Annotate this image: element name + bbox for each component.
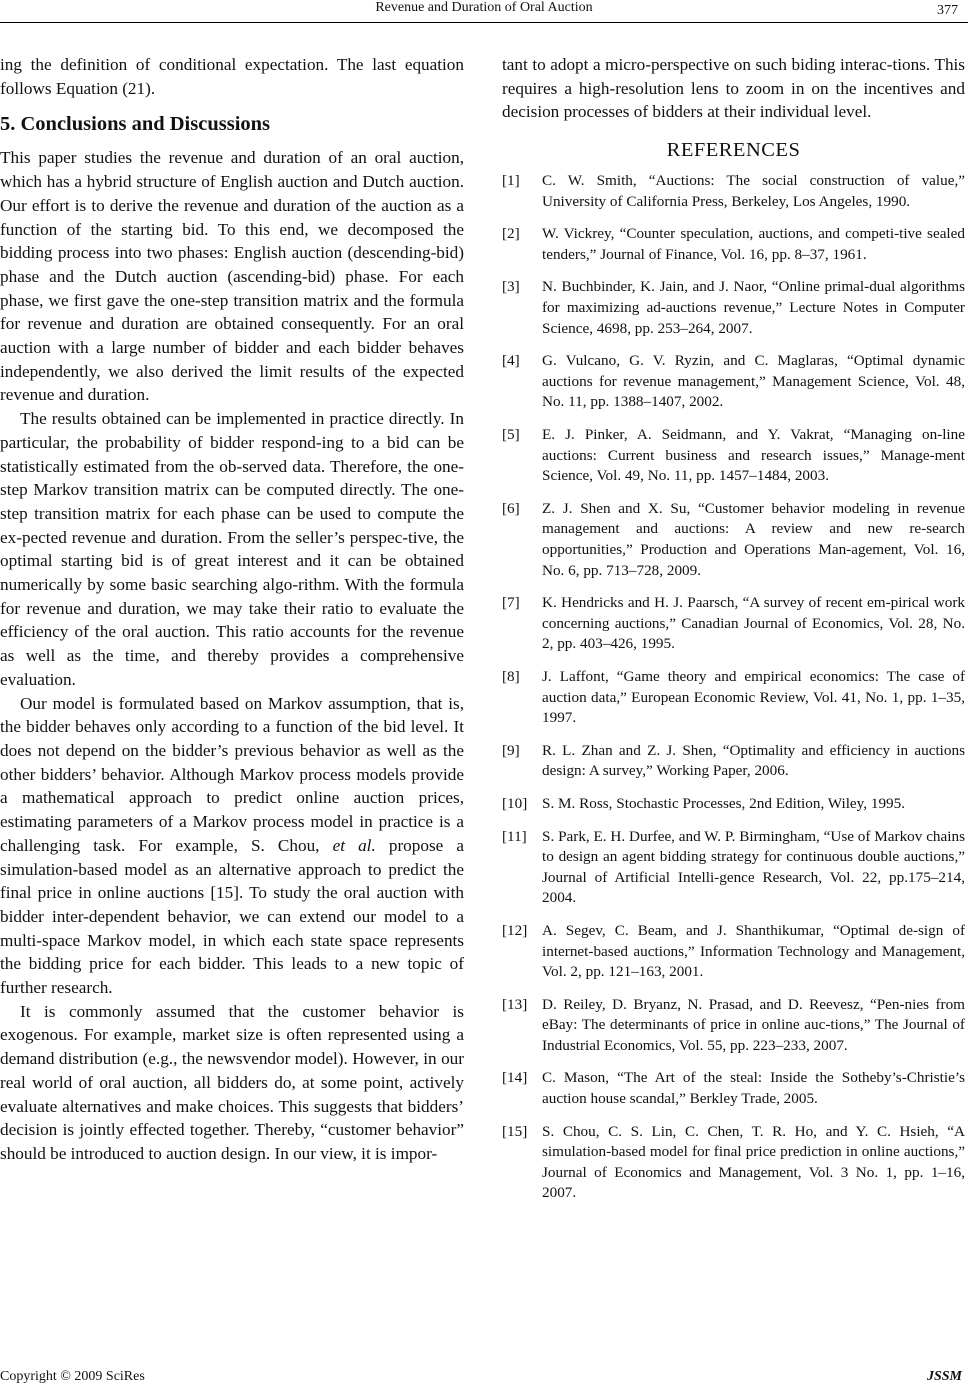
paragraph-implementation: The results obtained can be implemented in practice directly. In particular, the probability of bidder respond-ing to a bid can be statistically estimated from the ob-served data. Therefore, the one-step Markov transition matrix can be computed directly. The one-step transition matrix for each phase can be used to compute the ex-pected revenue and duration. From the seller’s perspec-tive, the optimal starting bid is of great interest and it can be obtained numerically by some basic searching algo-rithm. With the formula for revenue and duration, we may take their ratio to evaluate the efficiency of the oral auction. This ratio accounts for the revenue as well as the time, and thereby provides a comprehensive evaluation. [0, 409, 464, 689]
reference-item [502, 794, 965, 815]
reference-text: G. Vulcano, G. V. Ryzin, and C. Maglaras, “Optimal dynamic auctions for revenue management,” Management Science, Vol. 48, No. 11, pp. 1388–1407, 2002. [542, 352, 965, 411]
reference-number: [5] [502, 426, 520, 444]
running-header [0, 0, 968, 22]
reference-item [502, 667, 965, 729]
reference-number: [1] [502, 172, 520, 190]
running-title: Revenue and Duration of Oral Auction [375, 0, 593, 15]
reference-item [502, 171, 965, 212]
reference-item [502, 425, 965, 487]
reference-text: Z. J. Shen and X. Su, “Customer behavior modeling in revenue management and auctions: A review and new re-search opportunities,” Production and Operations Man-agement, Vol. 16, No. 6, pp. 713–728, 2009. [542, 499, 965, 579]
reference-text: K. Hendricks and H. J. Paarsch, “A survey of recent em-pirical work concerning auctions,” Canadian Journal of Economics, Vol. 28, No. 2, pp. 403–426, 1995. [542, 594, 965, 653]
footer-journal: JSSM [926, 1369, 962, 1384]
page-number: 377 [937, 3, 958, 18]
reference-number: [7] [502, 594, 520, 612]
footer-copyright: Copyright © 2009 SciRes [0, 1369, 145, 1384]
paragraph-customer-behavior: It is commonly assumed that the customer behavior is exogenous. For example, market size is often represented using a demand distribution (e.g., the newsvendor model). However, in our real world of oral auction, all bidders do, at some point, actively evaluate alternatives and make choices. This suggests that bidders’ decision is jointly effected together. Thereby, “customer behavior” should be introduced to auction design. In our view, it is impor- [0, 1001, 464, 1163]
reference-number: [13] [502, 995, 528, 1013]
reference-item [502, 741, 965, 782]
paragraph-summary: This paper studies the revenue and duration of an oral auction, which has a hybrid structure of English auction and Dutch auction. Our effort is to derive the revenue and duration of the auction as a function of the starting bid. To this end, we decomposed the bidding process into two phases: English auction (descending-bid) phase and the Dutch auction (ascending-bid) phase. For each phase, we first gave the one-step transition matrix and the formula for revenue and duration are obtained consequently. For an oral auction with a large number of bidder and each bidder behaves independently, we also derived the limit results of the expected revenue and duration. [0, 148, 464, 405]
reference-text: D. Reiley, D. Bryanz, N. Prasad, and D. Reevesz, “Pen-nies from eBay: The determinants of price in online auc-tions,” The Journal of Industrial Economics, Vol. 55, pp. 223–233, 2007. [542, 995, 965, 1054]
continued-paragraph: ing the definition of conditional expectation. The last equation follows Equation (21). [0, 55, 464, 98]
section-heading: 5. Conclusions and Discussions [0, 113, 271, 136]
reference-item [502, 499, 965, 581]
reference-item [502, 277, 965, 339]
reference-list [502, 171, 965, 1204]
reference-item [502, 921, 965, 983]
reference-number: [3] [502, 278, 520, 296]
reference-text: S. M. Ross, Stochastic Processes, 2nd Edition, Wiley, 1995. [542, 794, 906, 812]
reference-number: [15] [502, 1122, 528, 1140]
paragraph-text: propose a simulation-based model as an alternative approach to predict the final price in online auctions [15]. To study the oral auction with bidder inter-dependent behavior, we can extend our model to a multi-space Markov model, in which each state space represents the bidding price for each bidder. This leads to a new topic of further research. [0, 835, 465, 998]
continued-paragraph: tant to adopt a micro-perspective on such biding interac-tions. This requires a high-resolution lens to zoom in on the incentives and decision processes of bidders at their individual level. [502, 55, 965, 122]
left-column [0, 53, 464, 1166]
reference-number: [8] [502, 667, 520, 685]
reference-text: C. W. Smith, “Auctions: The social construction of value,” University of California Press, Berkeley, Los Angeles, 1990. [542, 172, 965, 210]
reference-number: [11] [502, 827, 527, 845]
header-rule [0, 22, 968, 23]
reference-text: N. Buchbinder, K. Jain, and J. Naor, “Online primal-dual algorithms for maximizing ad-auctions revenue,” Lecture Notes in Computer Science, 4698, pp. 253–264, 2007. [542, 278, 965, 337]
reference-item [502, 224, 965, 265]
reference-text: S. Park, E. H. Durfee, and W. P. Birmingham, “Use of Markov chains to design an agent bidding strategy for continuous double auctions,” Journal of Artificial Intelli-gence Research, Vol. 22, pp.175–214, 2004. [542, 827, 965, 907]
reference-number: [10] [502, 794, 528, 812]
reference-item [502, 995, 965, 1057]
references-heading: REFERENCES [666, 139, 801, 162]
reference-number: [6] [502, 499, 520, 517]
reference-item [502, 593, 965, 655]
reference-text: R. L. Zhan and Z. J. Shen, “Optimality and efficiency in auctions design: A survey,” Working Paper, 2006. [542, 741, 965, 780]
reference-item [502, 1122, 965, 1204]
paragraph-text: Our model is formulated based on Markov assumption, that is, the bidder behaves only according to a function of the bid level. It does not depend on the bidder’s previous behavior as well as the other bidders’ behavior. Although Markov process models provide a mathematical approach to predict online auction prices, estimating parameters of a Markov process model in practice is a challenging task. For example, S. Chou, [0, 693, 464, 855]
reference-item [502, 827, 965, 909]
reference-text: A. Segev, C. Beam, and J. Shanthikumar, “Optimal de-sign of internet-based auctions,” Information Technology and Management, Vol. 2, pp. 121–163, 2001. [542, 921, 965, 981]
reference-number: [14] [502, 1069, 528, 1087]
reference-number: [9] [502, 741, 520, 759]
reference-text: J. Laffont, “Game theory and empirical economics: The case of auction data,” European Economic Review, Vol. 41, No. 1, pp. 1–35, 1997. [542, 667, 965, 727]
right-column [502, 53, 965, 1216]
reference-text: C. Mason, “The Art of the steal: Inside the Sotheby’s-Christie’s auction house scandal,” Berkley Trade, 2005. [542, 1069, 965, 1108]
reference-item [502, 1068, 965, 1109]
reference-number: [2] [502, 225, 520, 243]
reference-text: W. Vickrey, “Counter speculation, auctions, and competi-tive sealed tenders,” Journal of Finance, Vol. 16, pp. 8–37, 1961. [542, 225, 965, 263]
reference-number: [12] [502, 921, 528, 939]
reference-number: [4] [502, 352, 520, 370]
reference-item [502, 351, 965, 413]
reference-text: E. J. Pinker, A. Seidmann, and Y. Vakrat, “Managing on-line auctions: Current business and research issues,” Manage-ment Science, Vol. 49, No. 11, pp. 1457–1484, 2003. [542, 426, 965, 485]
reference-text: S. Chou, C. S. Lin, C. Chen, T. R. Ho, and Y. C. Hsieh, “A simulation-based model for final price prediction in online auctions,” Journal of Economics and Management, Vol. 3 No. 1, pp. 1–16, 2007. [542, 1122, 965, 1202]
italic-et-al: et al. [332, 835, 376, 855]
paragraph-markov-assumption [0, 692, 464, 1000]
